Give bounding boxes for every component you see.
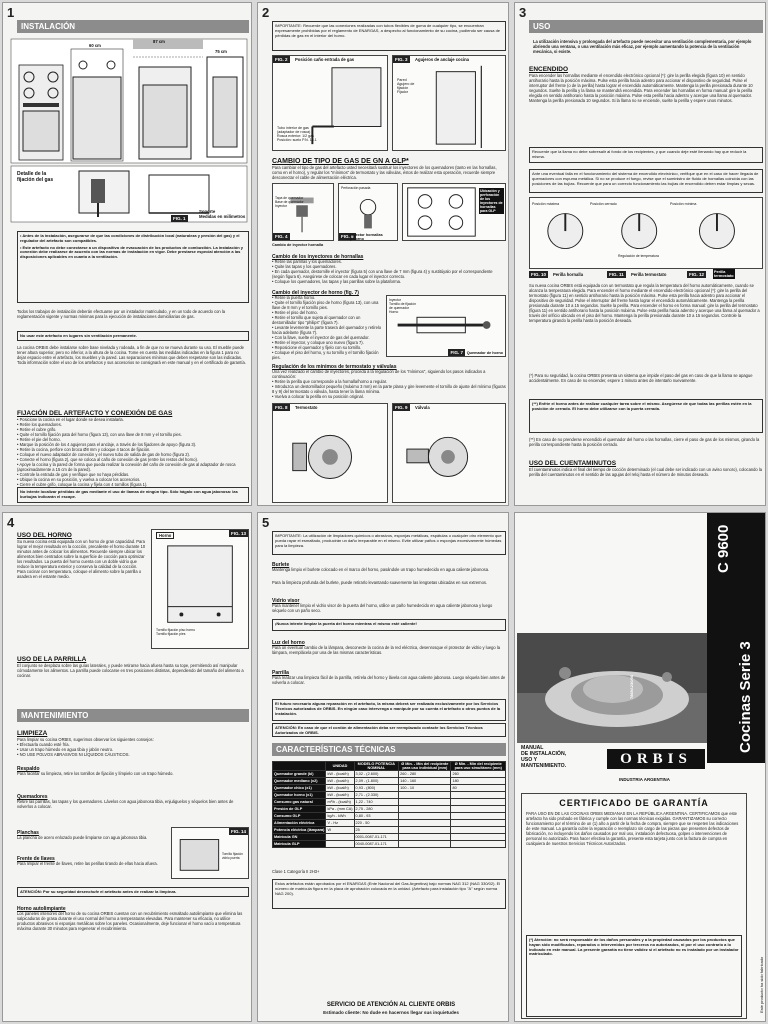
table-cell: 0,80 - 93: [354, 813, 399, 820]
diagram-note: Perforación pasada: [341, 186, 371, 190]
dimension-label: 60 cm: [89, 43, 101, 48]
row-label: Quemador chico (x1): [273, 785, 326, 792]
figure-top-label: Horno: [156, 532, 174, 539]
table-cell: 220 - 50: [354, 820, 399, 827]
model-number: C 9600: [715, 524, 732, 573]
table-footnote: Clase 1 Categoría II 2H3+: [272, 869, 320, 874]
table-cell: [451, 813, 506, 820]
figure-13: [151, 529, 249, 649]
knob-figures: [529, 197, 763, 269]
note: • Este artefacto no debe conectarse a un dispositivo de evacuación de los productos de combustión. La instalación y conexión debe realizarse de acuerdo con las normas de instalación en vigor. Debe prestarse especial atención a las disposiciones aplicables en cuanto a la ventilación.: [20, 244, 244, 260]
diagram-note: Tornillo fijación piso horno Tornillo fijación pies: [156, 628, 196, 636]
figure-caption: Perilla termostato: [631, 272, 667, 277]
table-cell: kW - (kcal/h): [326, 771, 354, 778]
warning-box: No intente localizar pérdidas de gas mediante el uso de llamas de ningún tipo. Sólo hágalo con agua jabonosa: las burbujas indicarán el escape.: [17, 487, 249, 503]
table-cell: [451, 841, 506, 848]
row-label: Quemador horno (x1): [273, 792, 326, 799]
figure-label: FIG. 13: [230, 531, 246, 536]
sub-heading: Quemadores: [17, 794, 48, 800]
table-cell: 0,93 - (800): [354, 785, 399, 792]
steps-list: • Retire la puerta horno. • Quite el tornillo fijación piso de horno (figura 13), con una llave de 8 mm y el tornillo pies. • Retire el piso del horno. • Retire el tornillo que sujeta al quemador con un destornillador tipo "philips" (figura 7). • Levante levemente la parte trasera del quemador y retírelo hacia adelante (figura 7). • Con la llave, suelte el inyector de gas del quemador. • Retire el inyector, y coloque uno nuevo (figura 7). • Reposicione el quemador y fijelo con su tornillo. • Coloque el piso del horno, y su tornillo y el tornillo fijación pies.: [272, 295, 382, 360]
figure-caption: Válvula: [415, 405, 430, 410]
paragraph: La cocina ORBIS debe instalarse sobre base nivelada y rodeada, a fin de que no se mueva durante su uso. El mueble puede tener altura superior, pero no inferior, a la altura de la cocina. Tome en cuenta las medidas indicadas en la figura 1 para no dejar espacio entre el artefacto, los muebles y la pared. Las separaciones mínimas que deben respetarse son las indicadas. Toda información sobre el uso de los artefactos y sus accesorios se consignará en este manual y en el certificado de garantía.: [17, 345, 246, 365]
figure-label: FIG. 8: [275, 405, 288, 410]
figure-8: [272, 403, 388, 503]
paragraph: El conjunto se desplaza sobre las guías laterales, y puede retirarse hacia afuera hasta su tope, permitiendo así manipular cómodamente los alimentos. La parrilla puede colocarse en tres posiciones distintas, dependiendo del tamaño del alimento a cocinar.: [17, 663, 244, 678]
table-cell: [399, 841, 451, 848]
industry-label: INDUSTRIA ARGENTINA: [619, 777, 670, 782]
table-cell: [399, 806, 451, 813]
barcode-code: 7869A230/06: [629, 674, 634, 699]
warning-box: No usar este artefacto en lugares sin ventilación permanente.: [17, 331, 249, 341]
table-cell: 0001-0087-01-171: [354, 834, 399, 841]
paragraph: Para la limpieza profunda del burlete, puede retirarlo levantando suavemente las lengüetas ubicadas en sus extremos.: [272, 580, 488, 585]
table-row: [273, 820, 506, 827]
note-box: (**) Enfríe el horno antes de realizar cualquier tarea sobre el mismo. Asegúrese de que todas las perillas estén en la posición de cerrado. El horno debe utilizarse con la puerta cerrada.: [529, 399, 763, 433]
warning-box: ATENCIÓN: En caso de que el cordón de alimentación deba ser reemplazado contacte los Servicios Técnicos Autorizados de ORBIS.: [272, 723, 506, 737]
table-row: [273, 834, 506, 841]
paragraph: El cuentaminutos indica el final del tiempo de cocción determinado (el cual debe ser indicado con un aviso sonoro), colocando la perilla del cuentaminutos en el sentido de las agujas del reloj hasta el número de minutos deseado.: [529, 467, 763, 477]
diagram-note: Tornillo fijación vidrio puerta: [222, 852, 243, 860]
table-cell: 25: [354, 827, 399, 834]
steps-list: • Posicione la cocina en el lugar donde se desea instalarla. • Retire los quemadores. • Retire el cubre grifo. • Quite el tornillo fijación pata del horno (figura 13), con una llave de 8 mm y el tornillo pies. • Retire el pie del horno. • Marque la posición de los 4 agujeros para el anclaje, a través de los fijadores de apoyo (figura 3). • Retire la cocina, perfore con broca Ø8 mm y coloque 4 tacos de fijación. • Coloque el nuevo adaptador de conexión y el nuevo tubo de salida de gas de horno (figura 2). • Conecte el horno (figura 2), que se coloca al caño de conexión de gas (entre los restos del horno). • Apoye la cocina y la pared de forma que pueda realizar la conexión del caño de conexión de gas al adaptador de rosca (aproximadamente a 15 cm de la pared). • Controle la entrada de gas y verifique que no haya pérdidas. • Ubique la cocina en su posición, y vuelva a colocar los accesorios. • Cierre el cubre grifo, coloque la cocina y fíjela con 4 tornillos (figura 1).: [17, 417, 236, 487]
row-label: Quemador mediano (x2): [273, 778, 326, 785]
series-name: Cocinas Serie 3: [737, 641, 754, 753]
figure-9: [392, 403, 506, 503]
section-heading: FIJACIÓN DEL ARTEFACTO Y CONEXIÓN DE GAS: [17, 410, 173, 417]
side-vertical-text: Este producto ha sido fabricado: [759, 956, 764, 1013]
important-box: IMPORTANTE: La utilización de limpiadores químicos o abrasivos, esponjas metálicas, espátulas o cualquier otro elemento que pueda rayar el esmaltado, producirán un daño irreparable en el mismo. Evite utilizar paños o esponjas excesivamente húmedas para la limpieza.: [272, 531, 506, 555]
table-row: [273, 792, 506, 799]
page-2: [257, 2, 509, 506]
section-heading: LIMPIEZA: [17, 730, 48, 737]
note: • Antes de la instalación, asegurarse de que las condiciones de distribución local (naturaleza y presión del gas) y el regulador del artefacto son compatibles.: [20, 233, 240, 243]
table-row: [273, 785, 506, 792]
paragraph: Los paneles interiores del horno de su cocina ORBIS cuentan con un recubrimiento esmaltado autolimpiante que elimina las salpicaduras de grasa durante el uso normal del horno a temperaturas elevadas. Para mantener su eficacia, no utilice productos abrasivos ni esponjas metálicas sobre los paneles. Ocasionalmente, deje funcionar el horno vacío a temperatura máxima durante 30 minutos para regenerar el recubrimiento.: [17, 911, 243, 931]
table-header-cell: UNIDAD: [326, 762, 354, 771]
table-row: [273, 813, 506, 820]
note-box: Ante una eventual falla en el funcionamiento del sistema de encendido electrónico, verifique que en el caso de hacer llegada de quemadores con espuma metálica. Si no se produce el fuego, revise que el suministro de fluido de hornallas coincida con las posiciones de las bujías. Recuerde que para un correcto funcionamiento las bujías de encendido deben estar limpias y secas.: [529, 169, 763, 193]
table-cell: [399, 813, 451, 820]
table-row: [273, 778, 506, 785]
page-number: 2: [262, 5, 270, 20]
sub-heading: Horno autolimpiante: [17, 906, 66, 912]
figure-label: FIG. 12: [689, 272, 705, 277]
figure-label: FIG. 7: [450, 350, 463, 355]
knob-position-label: Posición máxima: [532, 202, 560, 206]
paragraph: Para mantener limpio el vidrio visor de la puerta del horno, utilice un paño humedecido en agua caliente jabonosa y luego séquelo con un paño seco.: [272, 603, 493, 613]
table-cell: kW - (kcal/h): [326, 778, 354, 785]
section-bar-instalacion: INSTALACIÓN: [17, 20, 249, 33]
row-label: Matrícula GLP: [273, 841, 326, 848]
row-label: Matrícula GN: [273, 834, 326, 841]
figure-label: FIG. 11: [609, 272, 624, 277]
service-subtitle: Estimado cliente: No dude en hacernos llegar sus inquietudes: [323, 1010, 459, 1015]
section-bar-mantenimiento: MANTENIMIENTO: [17, 709, 249, 722]
table-row: [273, 799, 506, 806]
table-cell: [399, 827, 451, 834]
paragraph: Retire las parrillas, las tapas y los quemadores. Lávelos con agua jabonosa tibia, enjuáguelos y séquelos bien antes de volverlos a colocar.: [17, 799, 234, 809]
page-number: 3: [519, 5, 527, 20]
sub-heading: Regulación de los mínimos de termostato y válvulas: [272, 364, 397, 370]
paragraph: Su nueva cocina ORBIS está equipada con un termostato que regula la temperatura del horno automáticamente, cuando se alcanza la temperatura elegida. Para encender el horno mediante el encendido electrónico opcional (*): gire la perilla del termostato (figura 11) en sentido antihorario hasta la posición máxima. Pulse esta perilla hacia adentro para accionar el dispositivo de seguridad. Pulse el interruptor del frente hasta lograr el encendido automáticamente. Mantenga la perilla presionada durante 10 a 15 segundos. Suelte la perilla. Para encender el horno en forma manual: gire la perilla del termostato (figura 11) en sentido antihorario hasta la posición máxima. Pulse esta perilla hacia adentro y acerque una llama al quemador a través del orificio ubicado en el piso del horno. Mantenga la perilla presionada durante 10 a 15 segundos. Controle la temperatura girando la perilla hasta la posición deseada.: [529, 283, 760, 323]
paragraph: Su nueva cocina está equipada con un horno de gran capacidad. Para lograr el mejor resultado en la cocción, precaliente el horno durante 10 minutos antes de colocar los alimentos. Recuerde siempre ubicar los alimentos bien centrados sobre la superficie de cocción para optimizar los resultados. La puerta del horno cuenta con un doble vidrio que reduce la temperatura exterior y conserva la calidad de la cocción. Para cocinar con temperatura, coloque el alimento sobre la parrilla o asadera en el estante medio.: [17, 539, 146, 579]
section-heading: USO DE LA PARRILLA: [17, 656, 87, 663]
table-cell: 260 - 280: [399, 771, 451, 778]
sub-heading: Burlete: [272, 562, 290, 568]
approval-note: Estos artefactos están aprobados por el ENARGAS (Ente Nacional del Gas Argentina) bajo normas NAG 312 (NAG 330/02). El número de matrícula figura en la placa de aprobación colocada en la unidad. (Artefacto para instalación tipo "A" según norma NAG 200).: [272, 879, 506, 909]
figure-label: FIG. 14: [230, 829, 246, 834]
figure-caption: Soporte Medidas en milímetros: [199, 209, 246, 219]
section-heading: USO DEL HORNO: [17, 532, 72, 539]
figure-label: FIG. 4: [275, 234, 288, 239]
table-cell: [399, 820, 451, 827]
cover-photo: [517, 633, 707, 743]
table-row: [273, 806, 506, 813]
sub-heading: Respaldo: [17, 766, 40, 772]
paragraph: La plancha de acero enlozado puede limpiarse con agua jabonosa tibia.: [17, 835, 148, 840]
table-cell: [326, 841, 354, 848]
page-number: 5: [262, 515, 270, 530]
page-1: [2, 2, 252, 506]
table-cell: [451, 806, 506, 813]
table-cell: [451, 799, 506, 806]
warning-box: El futuro necesario alguna reparación en el artefacto, la misma deberá ser realizada exclusivamente por los Servicios Técnicos autorizados de ORBIS. En ningún caso intervenga o manipule por su cuenta el artefacto o otros puntos de la instalación.: [272, 699, 506, 721]
warranty-certificate: [521, 793, 747, 1019]
figure-label: FIG. 9: [395, 405, 408, 410]
figure-caption: Agujeros de anclaje cocina: [415, 57, 469, 62]
figure-4: [272, 183, 334, 241]
page-number: 1: [7, 5, 15, 20]
table-cell: [451, 820, 506, 827]
certificate-text: PARA USO EN DE LAS COCINAS ORBIS MEDIANAS EN LA REPÚBLICA ARGENTINA. CERTIFICAMOS que este artefacto ha sido probado en fábrica y cumple con las normas técnicas exigidas. GARANTIZAMOS su correcto funcionamiento por el término de un (1) año a partir de la fecha de compra, siempre que se respeten las indicaciones de este manual. La garantía cubre la reparación o reemplazo sin cargo de las piezas que presenten defectos de fabricación, no incluyendo los daños causados por mal uso, instalación defectuosa, golpes o intervenciones de personal no autorizado. Para hacer efectiva la garantía, presente esta tarjeta junto con la factura de compra en cualquiera de nuestros Servicios Técnicos Autorizados.: [526, 811, 739, 846]
installation-notes: [17, 231, 249, 303]
table-cell: kg/h - kWh: [326, 813, 354, 820]
table-cell: 2,75 - 280: [354, 806, 399, 813]
figure-label: FIG. 1: [173, 216, 186, 221]
knob-position-label: Posición mínima: [670, 202, 697, 206]
figure-caption: Quemador de horno: [466, 351, 503, 355]
paragraph: Para cambiar el tipo de gas del artefacto usted necesitará sustituir los inyectores de los quemadores (tanto en las hornallas, como en el horno), y regular los "mínimos" de termostato y las válvulas, éstos de realizar esta operación, recuerde siempre desconectar el cable de alimentación eléctrica.: [272, 165, 497, 180]
row-label: Alimentación eléctrica: [273, 820, 326, 827]
paragraph: Todos los trabajos de instalación deberán efectuarse por un instalador matriculado, y en un todo de acuerdo con la reglamentación vigente y normas mínimas para la ejecución de instalaciones domiciliarias de gas.: [17, 309, 226, 319]
table-header-cell: Ø Mín. - Mín del recipiente para uso simultáneo (mm): [451, 762, 506, 771]
warning-box: ATENCIÓN: Por su seguridad desenchufe el artefacto antes de realizar la limpieza.: [17, 887, 249, 897]
figure-label: FIG. 5: [341, 234, 354, 239]
table-row: [273, 841, 506, 848]
figure-caption: Inyector hornallas y horno: [350, 233, 383, 241]
table-cell: [451, 792, 506, 799]
paragraph: La utilización intensiva y prolongada del artefacto puede necesitar una ventilación complementaria, por ejemplo abriendo una ventana, o una ventilación más eficaz, por ejemplo aumentando la potencia de la ventilación mecánica, si existe.: [533, 39, 752, 54]
sub-heading: Frente de llaves: [17, 856, 55, 862]
table-cell: [451, 827, 506, 834]
figure-caption: Perilla hornalla: [553, 272, 584, 277]
table-cell: [399, 834, 451, 841]
sub-heading: Parrilla: [272, 670, 289, 676]
figure-2: [272, 55, 388, 151]
row-label: Quemador grande (kl): [273, 771, 326, 778]
sub-heading: Cambio del inyector de horno (fig. 7): [272, 290, 359, 296]
paragraph: Para un eventual cambio de la lámpara, desconecte la cocina de la red eléctrica, desenrosque el protector de vidrio y luego la lámpara, reemplácela por una de las mismas características.: [272, 645, 501, 655]
table-cell: [399, 792, 451, 799]
paragraph: Para encender las hornallas mediante el encendido electrónico opcional (*): gire la perilla elegida (figura 10) en sentido antihorario hasta la posición máxima. Pulse esta perilla hacia adentro para accionar el dispositivo de seguridad. Pulse el interruptor del frente (o de la perilla) hasta lograr el encendido automáticamente. Mantenga la perilla presionada durante 10 segundos. Suelte la perilla y la llama se mantendrá encendida. Para encender las hornallas en forma manual: gire la perilla elegida en sentido antihorario hasta la posición máxima. Pulse esta perilla hacia adentro y acerque una llama al quemador. Mantenga la perilla presionada 10 segundos. Si la llama no se enciende, suelte la perilla y espere unos minutos.: [529, 73, 753, 103]
table-cell: kW - (kcal/h): [326, 785, 354, 792]
model-side-band: [707, 513, 765, 763]
figure-caption: Posición caño entrada de gas: [295, 57, 355, 62]
technical-specs-table: [272, 761, 506, 848]
table-cell: 1,22 - 740: [354, 799, 399, 806]
sub-heading: Vidrio visor: [272, 598, 300, 604]
figure-14: [171, 827, 249, 879]
table-row: [273, 771, 506, 778]
paragraph: (*) Para su seguridad, la cocina ORBIS presenta un sistema que impide el paso del gas en caso de que la llama se apague accidentalmente. En caso de no encender, espere 1 minuto antes de intentarlo nuevamente.: [529, 373, 753, 383]
knob-position-label: Posición cerrado: [590, 202, 617, 206]
table-cell: 180: [451, 778, 506, 785]
page-4: [2, 512, 252, 1022]
table-cell: V - Hz: [326, 820, 354, 827]
table-cell: W: [326, 827, 354, 834]
installation-diagram: [9, 37, 249, 165]
steps-list: Una vez realizado el cambio de inyectores, proceda a la regulación de los "mínimos", siguiendo los pasos indicados a continuación: • Retire la perilla que corresponde a la hornalla/horno a regular. • Introduzca un destornillador pequeño (máximo 3 mm) en la parte plana y gire levemente el tornillo de ajuste del mínimo (figuras 8 y 9) del termostato o válvula, hasta tener la llama mínima. • Vuelva a colocar la perilla en su posición original.: [272, 369, 506, 399]
row-label: Potencia eléctrica (lámpara): [274, 828, 325, 832]
certificate-title: CERTIFICADO DE GARANTÍA: [559, 798, 709, 808]
table-cell: [399, 799, 451, 806]
table-cell: [326, 834, 354, 841]
sub-heading: Cambio de los inyectores de hornallas: [272, 254, 364, 260]
note-box: Recuerde que la llama no debe sobresalir al fondo de los recipientes, y que cuando deje esté llenando hay que reducir la misma.: [529, 147, 763, 163]
service-heading: SERVICIO DE ATENCIÓN AL CLIENTE ORBIS: [326, 1002, 456, 1008]
steps-list: Para limpiar su cocina ORBIS, sugerimos observar los siguientes consejos: • Efectuarla cuando esté fría. • Usar un trapo húmedo en agua tibia y jabón neutro. • NO USE POLVOS ABRASIVOS NI LÍQUIDOS CÁUSTICOS.: [17, 737, 154, 757]
page-number: 4: [7, 515, 15, 530]
diagram-note: Inyector Tornillo de fijación de quemador Horno: [389, 298, 416, 314]
row-label: Consumo GLP: [273, 813, 326, 820]
paragraph: (**) En caso de no prenderse encendido el quemador del horno o las hornallas, cierre el paso de gas de los mismos, girando la perilla correspondiente hasta la posición cerrado.: [529, 437, 760, 447]
diagram-note: Tapa de quemador Base de quemador Inyector: [275, 196, 304, 208]
page-5: [257, 512, 509, 1022]
table-row: [273, 827, 506, 834]
paragraph: Para facilitar su limpieza, retire los tornillos de fijación y límpielo con un trapo húmedo.: [17, 771, 174, 776]
diagram-note: Tubo interior de gas (adaptador de rosca) Rosca exterior: 1/2 gas Posición: suelo P.N. 14.1: [277, 126, 317, 142]
table-cell: 2,09 - (1.800): [354, 778, 399, 785]
table-header-cell: MODELO POTENCIA NOMINAL: [354, 762, 399, 771]
sub-heading: Luz del horno: [272, 640, 305, 646]
table-cell: 0040-0087-01-171: [354, 841, 399, 848]
manual-title: MANUAL DE INSTALACIÓN, USO Y MANTENIMIENTO.: [521, 745, 567, 769]
figure-6: [402, 183, 506, 241]
paragraph: Para limpiar el frente de llaves, retire las perillas tirando de ellas hacia afuera.: [17, 861, 158, 866]
figure-caption: Cambio de inyector hornalla: [272, 243, 324, 247]
diagram-note: Pared Agujero de fijación Fijador: [397, 78, 415, 94]
dimension-label: 75 cm: [215, 49, 227, 54]
gas-fixing-detail-label: Detalle de la fijación del gas: [17, 171, 54, 183]
figure-caption: Termostato: [295, 405, 318, 410]
table-header-cell: [273, 762, 326, 771]
dimension-label: 87 cm: [153, 39, 165, 44]
row-label: Consumo gas natural: [273, 799, 326, 806]
figure-3: [392, 55, 506, 151]
important-box: IMPORTANTE: Recuerde que las conexiones realizadas con tubos flexibles de goma de cualquier tipo, se encuentran expresamente prohibidas por el reglamento de ENARGAS, a despecho al funcionamiento de su cocina, pudiendo ser causa de pérdidas de gas en el interior del horno.: [272, 21, 506, 51]
knob-position-label: Regulación de temperatura: [618, 254, 659, 258]
table-header-cell: Ø Mín. - Mín del recipiente para uso individual (mm): [399, 762, 451, 771]
table-cell: 2,71 - (2.330): [354, 792, 399, 799]
row-label: Presión de GLP: [273, 806, 326, 813]
table-cell: 80: [451, 785, 506, 792]
table-cell: kW - (kcal/h): [326, 792, 354, 799]
table-cell: 100 - 10: [399, 785, 451, 792]
table-cell: 260: [451, 771, 506, 778]
figure-7: [386, 295, 506, 357]
figure-label: FIG. 10: [531, 272, 547, 277]
certificate-note: (*) Atención: no será responsable de los daños personales y a la propiedad causados por los productos que hayan sido modificados, reparados o intervenidos por terceros no autorizados, ni por el uso contrario a lo indicado en este manual. La presente garantía no tiene validez si el artefacto no es instalado por un instalador matriculado.: [526, 935, 742, 1017]
section-heading: ENCENDIDO: [529, 66, 569, 73]
paragraph: Mantenga limpio el burlete colocado en el marco del horno, pasándole un trapo humedecido en agua caliente jabonosa.: [272, 567, 490, 572]
paragraph: Para realizar una limpieza fácil de la parrilla, retírela del horno y lávela con agua caliente jabonosa. Luego séquela bien antes de volverla a colocar.: [272, 675, 506, 685]
section-bar-caracteristicas: CARACTERÍSTICAS TÉCNICAS: [272, 743, 506, 756]
section-heading: USO DEL CUENTAMINUTOS: [529, 460, 617, 467]
figure-label: FIG. 3: [395, 57, 408, 62]
table-cell: 3,02 - (2.600): [354, 771, 399, 778]
diagram-note: Ubicación y perforación de los inyectores de hornallas para GLP: [480, 189, 503, 213]
section-bar-uso: USO: [529, 20, 763, 33]
steps-list: • Retire las parrillas y los quemadores. • Quite las tapas y los quemadores. • En cada quemador, destornille el inyector (figura 5) con una llave de 7 mm (figura 4) y sustitúyalo por el correspondiente (según figura 6). Asegúrese de colocar en cada lugar el inyector correcto. • Coloque los quemadores, las tapas y las parrillas sobre la plataforma.: [272, 259, 493, 284]
section-heading: CAMBIO DE TIPO DE GAS DE GN A GLP*: [272, 158, 409, 165]
table-cell: [451, 834, 506, 841]
page-3: [514, 2, 766, 506]
table-cell: m³/h - (kcal/h): [326, 799, 354, 806]
sub-heading: Planchas: [17, 830, 39, 836]
figure-label: FIG. 2: [275, 57, 288, 62]
page-6: [514, 512, 766, 1022]
brand-logo: ORBIS: [607, 749, 705, 769]
table-cell: kPa - (mm CA): [327, 807, 353, 811]
figure-caption: Perilla termostato: [714, 270, 734, 278]
warning-box: ¡Nunca intente limpiar la puerta del horno mientras el mismo esté caliente!: [272, 619, 506, 631]
table-cell: 140 - 160: [399, 778, 451, 785]
